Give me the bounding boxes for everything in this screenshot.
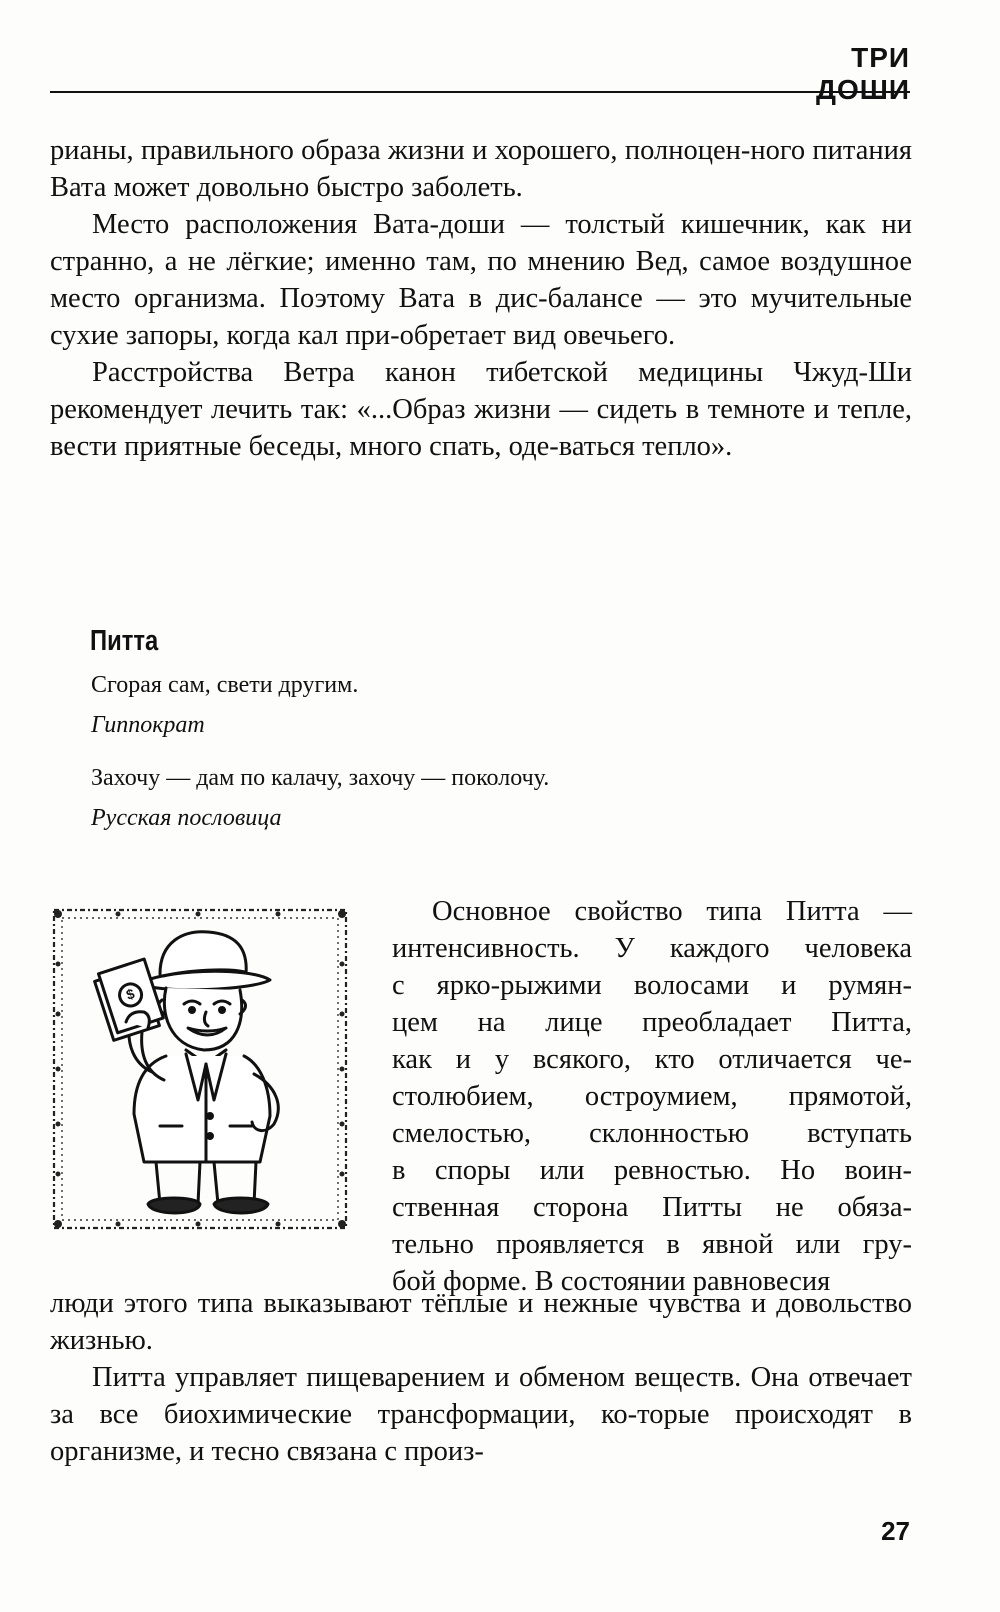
text-line: в споры или ревностью. Но воин-: [392, 1155, 912, 1186]
wrapped-text-column: [392, 893, 912, 1300]
text-line: с ярко-рыжими волосами и румян-: [392, 970, 912, 1001]
text-line: бой форме. В состоянии равновесия: [392, 1266, 831, 1297]
running-head: ТРИ ДОШИ: [816, 42, 910, 105]
text-line: тельно проявляется в явной или гру-: [392, 1229, 912, 1260]
paragraph: Место расположения Вата-доши — толстый кишечник, как ни странно, а не лёгкие; именно там, по мнению Вед, самое воздушное место организма. Поэтому Вата в дис-балансе — это мучительные сухие запоры, когда кал при-обретает вид овечьего.: [50, 209, 912, 351]
text-line: ственная сторона Питты не обяза-: [392, 1192, 912, 1223]
text-line: цем на лице преобладает Питта,: [392, 1007, 912, 1038]
epigraph-quote: Захочу — дам по калачу, захочу — поколочу.: [91, 765, 550, 791]
paragraph: люди этого типа выказывают тёплые и нежные чувства и довольство жизнью.: [50, 1288, 912, 1356]
pitta-illustration: [48, 904, 352, 1234]
dollar-symbol: $: [124, 985, 137, 1003]
epigraph-quote: Сгорая сам, свети другим.: [91, 672, 359, 698]
header-rule: [50, 91, 910, 93]
text-line: интенсивность. У каждого человека: [392, 933, 912, 964]
top-text-block: [50, 132, 912, 465]
section-title: Питта: [90, 625, 159, 657]
bottom-text-block: [50, 1285, 912, 1470]
text-line: Основное свойство типа Питта —: [432, 896, 912, 927]
paragraph: Расстройства Ветра канон тибетской медицины Чжуд-Ши рекомендует лечить так: «...Образ жизни — сидеть в темноте и тепле, вести приятные беседы, много спать, оде-ваться тепло».: [50, 357, 912, 462]
text-line: столюбием, остроумием, прямотой,: [392, 1081, 912, 1112]
epigraph-author: Русская пословица: [91, 805, 282, 831]
pitta-man-with-money-icon: [48, 904, 352, 1234]
epigraph-author: Гиппократ: [91, 712, 205, 738]
text-line: как и у всякого, кто отличается че-: [392, 1044, 912, 1075]
paragraph: рианы, правильного образа жизни и хорошего, полноцен-ного питания Вата может довольно быстро заболеть.: [50, 135, 912, 203]
page-number: 27: [881, 1516, 910, 1546]
text-line: смелостью, склонностью вступать: [392, 1118, 912, 1149]
paragraph: Питта управляет пищеварением и обменом веществ. Она отвечает за все биохимические трансформации, ко-торые происходят в организме, и тесно связана с произ-: [50, 1362, 912, 1467]
